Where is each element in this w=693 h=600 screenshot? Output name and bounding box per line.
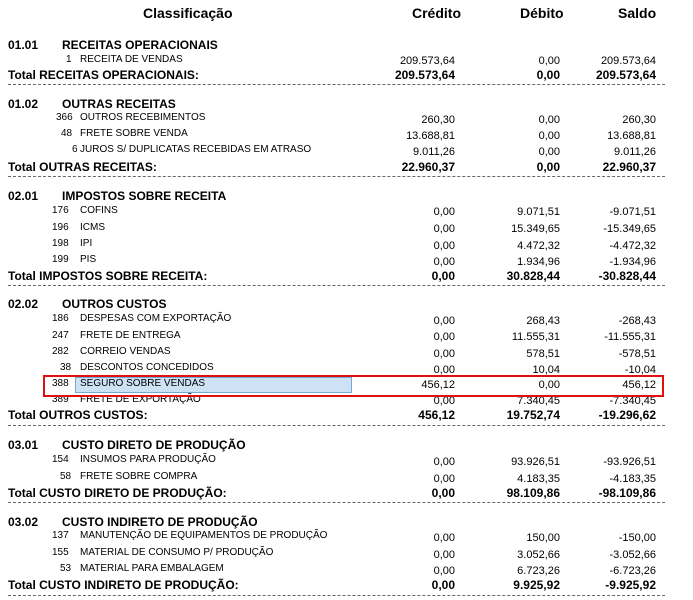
section-code: 03.02 bbox=[8, 515, 39, 529]
item-description: DESCONTOS CONCEDIDOS bbox=[80, 362, 214, 373]
item-description: JUROS S/ DUPLICATAS RECEBIDAS EM ATRASO bbox=[80, 144, 312, 155]
total-saldo: 22.960,37 bbox=[602, 160, 656, 174]
total-label: Total CUSTO INDIRETO DE PRODUÇÃO: bbox=[8, 578, 239, 592]
item-number: 137 bbox=[52, 530, 69, 541]
section-code: 02.01 bbox=[8, 189, 39, 203]
item-number: 48 bbox=[61, 128, 73, 139]
item-number: 196 bbox=[52, 222, 69, 233]
item-description: MATERIAL DE CONSUMO P/ PRODUÇÃO bbox=[80, 547, 274, 558]
total-credito: 0,00 bbox=[431, 269, 455, 283]
total-debito: 0,00 bbox=[536, 68, 560, 82]
item-debito: 268,43 bbox=[526, 315, 560, 327]
total-label: Total OUTRAS RECEITAS: bbox=[8, 160, 157, 174]
item-description: ICMS bbox=[80, 222, 105, 233]
total-label: Total CUSTO DIRETO DE PRODUÇÃO: bbox=[8, 486, 227, 500]
item-debito: 150,00 bbox=[526, 532, 560, 544]
item-saldo: -3.052,66 bbox=[609, 549, 656, 561]
item-debito: 3.052,66 bbox=[517, 549, 560, 561]
item-credito: 0,00 bbox=[433, 315, 455, 327]
section-name: IMPOSTOS SOBRE RECEITA bbox=[62, 189, 227, 203]
header-saldo: Saldo bbox=[618, 5, 657, 21]
item-description: FRETE DE EXPORTAÇÃO bbox=[80, 394, 201, 405]
item-credito: 0,00 bbox=[433, 473, 455, 485]
header-classificacao: Classificação bbox=[143, 5, 233, 21]
item-credito: 0,00 bbox=[433, 532, 455, 544]
item-credito: 0,00 bbox=[433, 348, 455, 360]
section-code: 01.02 bbox=[8, 97, 39, 111]
item-saldo: -7.340,45 bbox=[609, 395, 656, 407]
total-credito: 209.573,64 bbox=[394, 68, 455, 82]
item-number: 389 bbox=[52, 394, 69, 405]
section-separator bbox=[8, 84, 665, 85]
item-number: 198 bbox=[52, 238, 69, 249]
item-debito: 4.183,35 bbox=[517, 473, 560, 485]
item-debito: 6.723,26 bbox=[517, 565, 560, 577]
section-code: 02.02 bbox=[8, 297, 39, 311]
section-name: CUSTO INDIRETO DE PRODUÇÃO bbox=[62, 515, 258, 529]
item-debito: 1.934,96 bbox=[517, 256, 560, 268]
item-debito: 0,00 bbox=[538, 55, 560, 67]
item-debito: 11.555,31 bbox=[511, 331, 560, 343]
item-description: IPI bbox=[80, 238, 93, 249]
total-label: Total RECEITAS OPERACIONAIS: bbox=[8, 68, 199, 82]
section-name: OUTROS CUSTOS bbox=[62, 297, 167, 311]
item-credito: 0,00 bbox=[433, 395, 455, 407]
item-saldo: -150,00 bbox=[618, 532, 656, 544]
item-credito: 209.573,64 bbox=[399, 55, 455, 67]
item-description: FRETE DE ENTREGA bbox=[80, 330, 181, 341]
header-credito: Crédito bbox=[412, 5, 461, 21]
item-description: RECEITA DE VENDAS bbox=[80, 54, 183, 65]
total-credito: 0,00 bbox=[431, 486, 455, 500]
item-description[interactable]: SEGURO SOBRE VENDAS bbox=[80, 378, 206, 389]
item-description: MANUTENÇÃO DE EQUIPAMENTOS DE PRODUÇÃO bbox=[80, 530, 328, 541]
item-credito: 0,00 bbox=[433, 223, 455, 235]
item-number: 388 bbox=[52, 378, 69, 389]
item-credito: 0,00 bbox=[433, 549, 455, 561]
item-description: MATERIAL PARA EMBALAGEM bbox=[80, 563, 224, 574]
item-number: 155 bbox=[52, 547, 69, 558]
item-number: 247 bbox=[52, 330, 69, 341]
item-credito: 13.688,81 bbox=[406, 130, 455, 142]
section-separator bbox=[8, 425, 665, 426]
item-debito: 0,00 bbox=[538, 146, 560, 158]
item-credito: 260,30 bbox=[421, 114, 455, 126]
item-debito: 578,51 bbox=[526, 348, 560, 360]
item-number: 186 bbox=[52, 313, 69, 324]
item-saldo: -15.349,65 bbox=[603, 223, 656, 235]
item-saldo: -1.934,96 bbox=[609, 256, 656, 268]
total-debito: 30.828,44 bbox=[506, 269, 560, 283]
section-name: RECEITAS OPERACIONAIS bbox=[62, 38, 218, 52]
item-debito: 0,00 bbox=[538, 114, 560, 126]
item-credito: 0,00 bbox=[433, 206, 455, 218]
total-debito: 9.925,92 bbox=[513, 578, 560, 592]
item-description: FRETE SOBRE COMPRA bbox=[80, 471, 198, 482]
item-description: CORREIO VENDAS bbox=[80, 346, 171, 357]
item-saldo: -93.926,51 bbox=[603, 456, 656, 468]
total-saldo: -19.296,62 bbox=[598, 408, 656, 422]
item-credito: 0,00 bbox=[433, 565, 455, 577]
item-number: 154 bbox=[52, 454, 69, 465]
item-number: 58 bbox=[60, 471, 72, 482]
item-debito: 93.926,51 bbox=[511, 456, 560, 468]
total-credito: 0,00 bbox=[431, 578, 455, 592]
section-code: 01.01 bbox=[8, 38, 39, 52]
item-saldo: 456,12 bbox=[622, 379, 656, 391]
item-saldo: 260,30 bbox=[622, 114, 656, 126]
item-number: 366 bbox=[56, 112, 73, 123]
item-description: FRETE SOBRE VENDA bbox=[80, 128, 188, 139]
annotation-box bbox=[43, 375, 664, 397]
item-saldo: -4.472,32 bbox=[609, 240, 656, 252]
item-saldo: -268,43 bbox=[618, 315, 656, 327]
item-saldo: 209.573,64 bbox=[600, 55, 656, 67]
item-debito: 4.472,32 bbox=[517, 240, 560, 252]
item-saldo: -578,51 bbox=[618, 348, 656, 360]
item-number: 6 bbox=[72, 144, 78, 155]
item-credito: 0,00 bbox=[433, 331, 455, 343]
item-saldo: -4.183,35 bbox=[609, 473, 656, 485]
item-debito: 0,00 bbox=[538, 130, 560, 142]
item-debito: 15.349,65 bbox=[511, 223, 560, 235]
item-number: 38 bbox=[60, 362, 72, 373]
total-saldo: -98.109,86 bbox=[598, 486, 656, 500]
total-credito: 456,12 bbox=[418, 408, 455, 422]
item-debito: 10,04 bbox=[532, 364, 560, 376]
item-saldo: -6.723,26 bbox=[609, 565, 656, 577]
item-credito: 9.011,26 bbox=[412, 146, 455, 158]
item-description: COFINS bbox=[80, 205, 118, 216]
item-saldo: -11.555,31 bbox=[604, 331, 656, 343]
total-debito: 19.752,74 bbox=[506, 408, 560, 422]
item-debito: 9.071,51 bbox=[517, 206, 560, 218]
item-number: 199 bbox=[52, 254, 69, 265]
item-number: 1 bbox=[66, 54, 72, 65]
section-name: CUSTO DIRETO DE PRODUÇÃO bbox=[62, 438, 246, 452]
item-credito: 0,00 bbox=[433, 256, 455, 268]
item-credito: 456,12 bbox=[421, 379, 455, 391]
item-credito: 0,00 bbox=[433, 240, 455, 252]
item-credito: 0,00 bbox=[433, 456, 455, 468]
total-saldo: -30.828,44 bbox=[598, 269, 656, 283]
item-credito: 0,00 bbox=[433, 364, 455, 376]
item-description: DESPESAS COM EXPORTAÇÃO bbox=[80, 313, 232, 324]
item-description: OUTROS RECEBIMENTOS bbox=[80, 112, 206, 123]
item-number: 282 bbox=[52, 346, 69, 357]
section-code: 03.01 bbox=[8, 438, 39, 452]
total-debito: 98.109,86 bbox=[506, 486, 560, 500]
section-separator bbox=[8, 176, 665, 177]
item-description: PIS bbox=[80, 254, 97, 265]
total-saldo: 209.573,64 bbox=[595, 68, 656, 82]
item-number: 53 bbox=[60, 563, 72, 574]
total-saldo: -9.925,92 bbox=[605, 578, 656, 592]
header-debito: Débito bbox=[520, 5, 564, 21]
section-separator bbox=[8, 285, 665, 286]
total-credito: 22.960,37 bbox=[401, 160, 455, 174]
item-saldo: -10,04 bbox=[624, 364, 656, 376]
total-debito: 0,00 bbox=[536, 160, 560, 174]
item-saldo: 13.688,81 bbox=[607, 130, 656, 142]
item-debito: 7.340,45 bbox=[517, 395, 560, 407]
item-number: 176 bbox=[52, 205, 69, 216]
section-separator bbox=[8, 502, 665, 503]
item-debito: 0,00 bbox=[538, 379, 560, 391]
item-saldo: -9.071,51 bbox=[609, 206, 656, 218]
section-separator bbox=[8, 595, 665, 596]
item-description: INSUMOS PARA PRODUÇÃO bbox=[80, 454, 216, 465]
total-label: Total IMPOSTOS SOBRE RECEITA: bbox=[8, 269, 208, 283]
total-label: Total OUTROS CUSTOS: bbox=[8, 408, 148, 422]
section-name: OUTRAS RECEITAS bbox=[62, 97, 176, 111]
item-saldo: 9.011,26 bbox=[613, 146, 656, 158]
